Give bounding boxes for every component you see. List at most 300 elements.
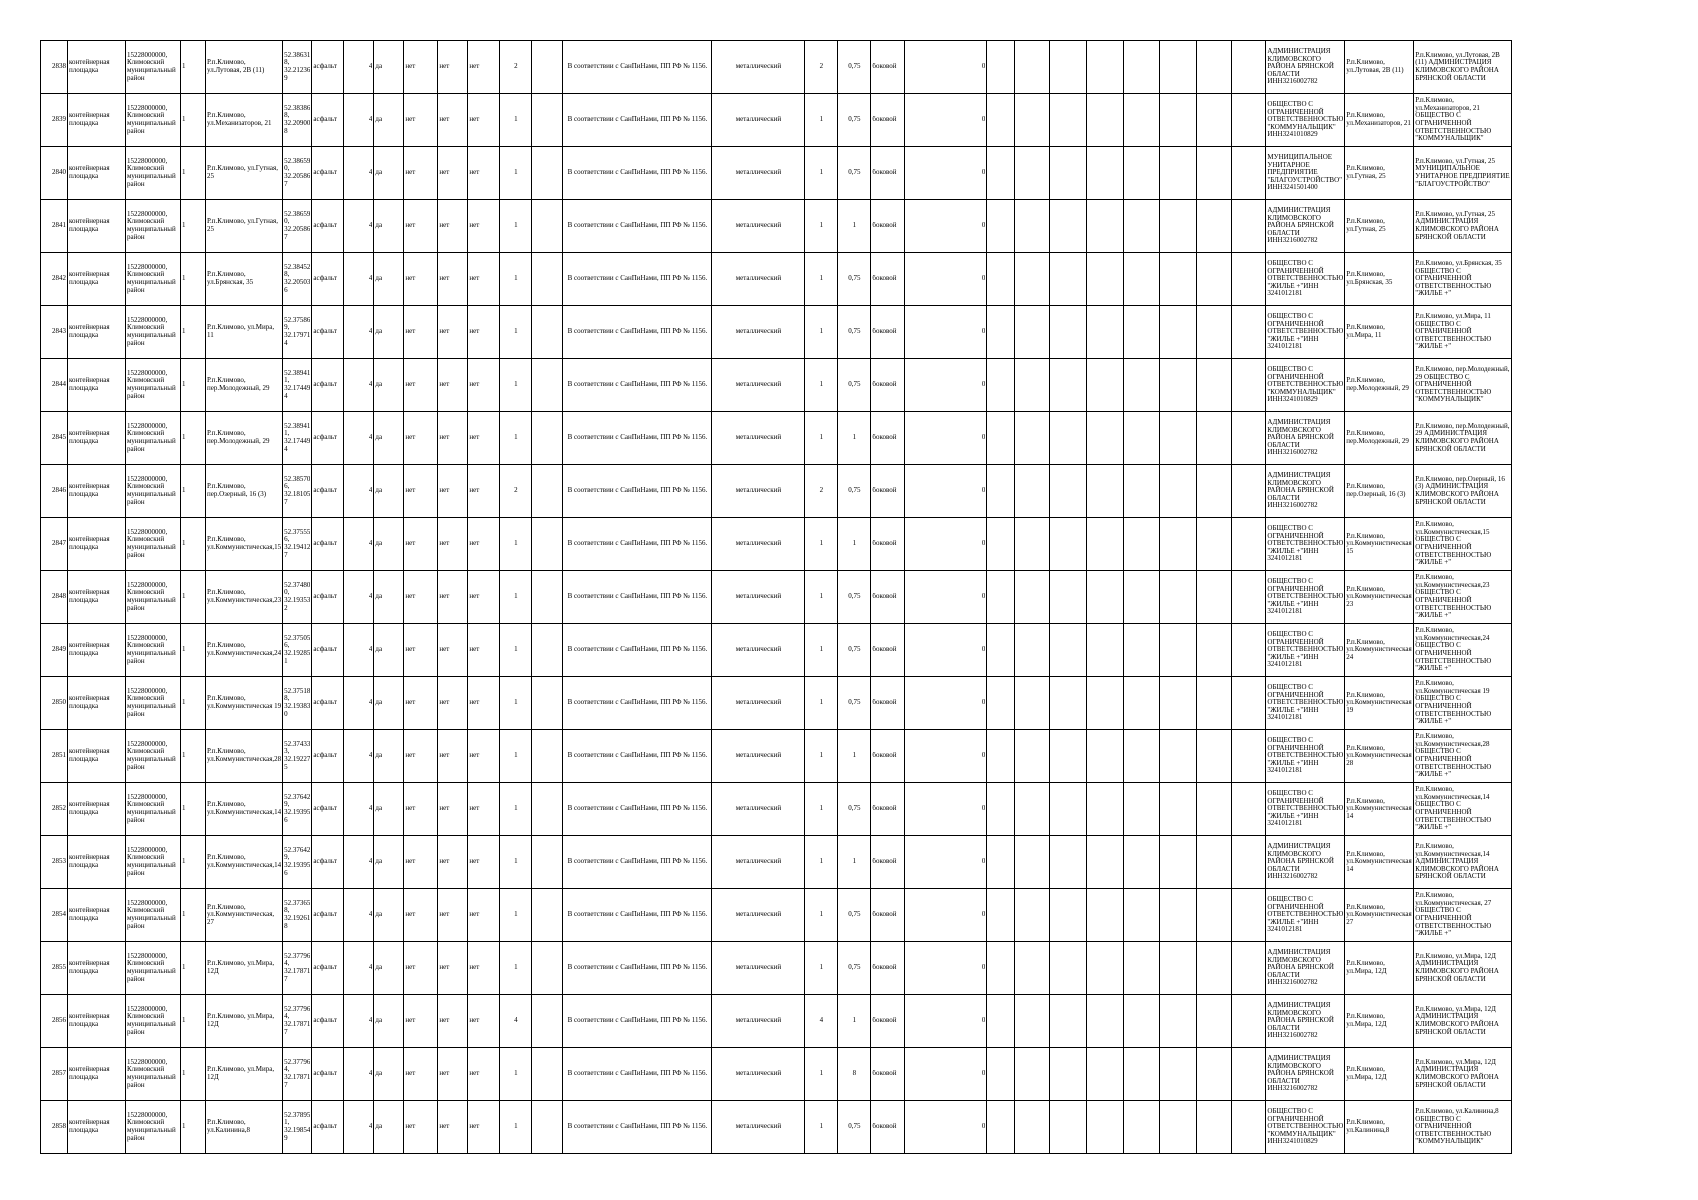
source-address-cell [1345, 94, 1414, 147]
owner-cell [1266, 571, 1345, 624]
area-cell [344, 518, 374, 571]
oktmo-cell [126, 942, 181, 995]
cell-text: 15228000000, Климовский муниципальный район [127, 952, 176, 983]
cell-text: 1 [819, 858, 824, 866]
empty-cell [1087, 253, 1124, 306]
empty-cell [987, 889, 1015, 942]
quantity-cell [805, 1048, 838, 1101]
cell-text: нет [469, 805, 480, 813]
empty-cell [1050, 147, 1087, 200]
loading-type-cell [871, 253, 905, 306]
count-cell [500, 147, 532, 200]
surface-cell [312, 41, 344, 94]
material-cell [712, 571, 805, 624]
cell-text: металлический [735, 275, 782, 283]
cell-text: 52.37518 8, 32.19383 0 [284, 687, 311, 718]
site-type-cell [68, 942, 126, 995]
cell-text: 15228000000, Климовский муниципальный район [127, 1005, 176, 1036]
cell-text: нет [405, 222, 416, 230]
empty-cell [532, 1048, 563, 1101]
empty-cell [1160, 200, 1197, 253]
cell-text: 4 [368, 540, 373, 548]
empty-cell [1197, 200, 1232, 253]
empty-cell [1087, 306, 1124, 359]
source-cell [1414, 147, 1512, 200]
surface-cell [312, 730, 344, 783]
norm-cell [563, 147, 712, 200]
empty-cell [1232, 1101, 1266, 1154]
cell-text: 0 [981, 116, 986, 124]
area-cell [344, 306, 374, 359]
separate-cell [468, 359, 500, 412]
volume-cell [838, 359, 871, 412]
address-cell [206, 518, 283, 571]
empty-cell [1160, 942, 1197, 995]
count-cell [500, 465, 532, 518]
zero-cell [905, 41, 987, 94]
cell-text: Р.п.Климово, ул.Мира, 11 [207, 324, 275, 339]
cell-text: нет [405, 381, 416, 389]
flag-cell [181, 41, 206, 94]
quantity-cell [805, 783, 838, 836]
norm-cell [563, 730, 712, 783]
owner-cell [1266, 94, 1345, 147]
cell-text: 1 [514, 964, 518, 972]
cell-text: боковой [872, 964, 897, 972]
source-address-cell [1345, 624, 1414, 677]
empty-cell [1015, 94, 1050, 147]
empty-cell [1232, 412, 1266, 465]
volume-cell [838, 253, 871, 306]
cell-text: 0 [981, 1017, 986, 1025]
flag-cell [181, 94, 206, 147]
cell-text: Р.п.Климово, ул.Коммунистическая 27 [1346, 903, 1412, 926]
source-cell [1414, 1101, 1512, 1154]
bin-cell [438, 1101, 468, 1154]
empty-cell [1197, 518, 1232, 571]
empty-cell [1124, 730, 1160, 783]
volume-cell [838, 995, 871, 1048]
cell-text: 4 [368, 116, 373, 124]
cell-text: 2847 [52, 540, 66, 548]
cell-text: нет [405, 434, 416, 442]
cell-text: В соответствии с СанПиНами, ПП РФ № 1156. [567, 434, 708, 442]
cell-text: 4 [819, 1017, 824, 1025]
zero-cell [905, 942, 987, 995]
cell-text: да [375, 1123, 383, 1131]
cell-text: 1 [182, 1123, 186, 1131]
cell-text: 1 [182, 911, 186, 919]
cell-text: Р.п.Климово, ул.Мира, 12Д [1346, 1013, 1387, 1028]
cell-text: да [375, 646, 383, 654]
cell-text: контейнерная площадка [69, 801, 110, 816]
empty-cell [1197, 1101, 1232, 1154]
cell-text: Р.п.Климово, ул.Мира, 12Д АДМИНИСТРАЦИЯ КЛИМОВСКОГО РАЙОНА БРЯНСКОЙ ОБЛАСТИ [1415, 1058, 1499, 1089]
cell-text: нет [405, 858, 416, 866]
empty-cell [1015, 200, 1050, 253]
row-number-cell [41, 465, 68, 518]
cell-text: 4 [368, 646, 373, 654]
cell-text: нет [405, 1070, 416, 1078]
table-row [41, 518, 1512, 571]
cell-text: 1 [182, 699, 186, 707]
zero-cell [905, 624, 987, 677]
address-cell [206, 412, 283, 465]
cell-text: нет [439, 222, 450, 230]
source-cell [1414, 465, 1512, 518]
cell-text: 4 [514, 1017, 518, 1025]
address-cell [206, 571, 283, 624]
oktmo-cell [126, 94, 181, 147]
cell-text: 15228000000, Климовский муниципальный район [127, 263, 176, 294]
surface-cell [312, 359, 344, 412]
empty-cell [1232, 94, 1266, 147]
cell-text: 1 [819, 805, 824, 813]
cell-text: контейнерная площадка [69, 589, 110, 604]
cell-text: Р.п.Климово, ул.Мира, 12Д [207, 960, 275, 975]
cell-text: Р.п.Климово, ул.Гутная, 25 [1346, 218, 1386, 233]
cell-text: 52.37642 9, 32.19395 6 [284, 793, 311, 824]
empty-cell [1087, 942, 1124, 995]
empty-cell [1197, 147, 1232, 200]
empty-cell [1197, 253, 1232, 306]
canopy-cell [404, 518, 438, 571]
volume-cell [838, 465, 871, 518]
cell-text: 2842 [52, 275, 66, 283]
cell-text: 2855 [52, 964, 66, 972]
cell-text: 0 [981, 593, 986, 601]
zero-cell [905, 836, 987, 889]
cell-text: 4 [368, 699, 373, 707]
owner-cell [1266, 783, 1345, 836]
cell-text: 4 [368, 328, 373, 336]
material-cell [712, 200, 805, 253]
cell-text: 4 [368, 381, 373, 389]
cell-text: 4 [368, 805, 373, 813]
cell-text: 0,75 [848, 964, 861, 972]
area-cell [344, 359, 374, 412]
cell-text: Р.п.Климово, ул.Коммунистическая 19 [1346, 691, 1412, 714]
row-number-cell [41, 41, 68, 94]
cell-text: 1 [514, 593, 518, 601]
cell-text: да [375, 434, 383, 442]
cell-text: Р.п.Климово, ул.Мира, 12Д [1346, 1066, 1387, 1081]
cell-text: боковой [872, 593, 897, 601]
cell-text: 52.38631 8, 32.21236 9 [284, 51, 311, 82]
count-cell [500, 677, 532, 730]
source-cell [1414, 518, 1512, 571]
count-cell [500, 41, 532, 94]
fence-cell [374, 995, 404, 1048]
cell-text: 2852 [52, 805, 66, 813]
cell-text: 1 [819, 116, 824, 124]
empty-cell [1015, 518, 1050, 571]
cell-text: 0 [981, 328, 986, 336]
cell-text: да [375, 540, 383, 548]
quantity-cell [805, 465, 838, 518]
zero-cell [905, 253, 987, 306]
cell-text: да [375, 222, 383, 230]
norm-cell [563, 1101, 712, 1154]
cell-text: асфальт [313, 593, 337, 601]
empty-cell [987, 306, 1015, 359]
cell-text: боковой [872, 646, 897, 654]
cell-text: нет [405, 1123, 416, 1131]
cell-text: нет [469, 1070, 480, 1078]
cell-text: 1 [514, 169, 518, 177]
area-cell [344, 1048, 374, 1101]
row-number-cell [41, 306, 68, 359]
cell-text: 0,75 [848, 911, 861, 919]
area-cell [344, 412, 374, 465]
source-address-cell [1345, 306, 1414, 359]
cell-text: 4 [368, 434, 373, 442]
bin-cell [438, 306, 468, 359]
cell-text: Р.п.Климово, ул.Гутная, 25 МУНИЦИПАЛЬНОЕ УНИТАРНОЕ ПРЕДПРИЯТИЕ "БЛАГОУСТРОЙСТВО" [1415, 157, 1510, 188]
cell-text: контейнерная площадка [69, 854, 110, 869]
cell-text: Р.п.Климово, пер.Озерный, 16 (3) [1346, 483, 1406, 498]
table-row [41, 677, 1512, 730]
cell-text: 1 [514, 540, 518, 548]
empty-cell [987, 1101, 1015, 1154]
source-cell [1414, 624, 1512, 677]
cell-text: 1 [819, 752, 824, 760]
cell-text: нет [405, 63, 416, 71]
cell-text: асфальт [313, 116, 337, 124]
flag-cell [181, 253, 206, 306]
cell-text: 2 [514, 63, 518, 71]
source-address-cell [1345, 465, 1414, 518]
cell-text: 0 [981, 381, 986, 389]
empty-cell [1160, 995, 1197, 1048]
oktmo-cell [126, 783, 181, 836]
quantity-cell [805, 359, 838, 412]
cell-text: нет [469, 222, 480, 230]
empty-cell [1124, 836, 1160, 889]
coordinates-cell [283, 942, 312, 995]
flag-cell [181, 571, 206, 624]
source-address-cell [1345, 147, 1414, 200]
empty-cell [1015, 306, 1050, 359]
fence-cell [374, 1101, 404, 1154]
bin-cell [438, 783, 468, 836]
area-cell [344, 200, 374, 253]
separate-cell [468, 41, 500, 94]
fence-cell [374, 412, 404, 465]
empty-cell [532, 306, 563, 359]
cell-text: да [375, 593, 383, 601]
cell-text: 1 [182, 116, 186, 124]
cell-text: 52.38570 6, 32.18105 7 [284, 475, 311, 506]
site-type-cell [68, 518, 126, 571]
cell-text: 52.37480 0, 32.19353 2 [284, 581, 311, 612]
area-cell [344, 730, 374, 783]
empty-cell [1197, 624, 1232, 677]
owner-cell [1266, 41, 1345, 94]
separate-cell [468, 306, 500, 359]
cell-text: Р.п.Климово, ул.Гутная, 25 АДМИНИСТРАЦИЯ КЛИМОВСКОГО РАЙОНА БРЯНСКОЙ ОБЛАСТИ [1415, 210, 1499, 241]
cell-text: металлический [735, 752, 782, 760]
address-cell [206, 836, 283, 889]
cell-text: 1 [182, 1017, 186, 1025]
cell-text: 1 [182, 540, 186, 548]
cell-text: Р.п.Климово, ул.Коммунистическая,14 ОБЩЕСТВО С ОГРАНИЧЕННОЙ ОТВЕТСТВЕННОСТЬЮ "ЖИЛЬЕ +" [1415, 786, 1492, 832]
site-type-cell [68, 200, 126, 253]
cell-text: боковой [872, 381, 897, 389]
volume-cell [838, 200, 871, 253]
cell-text: асфальт [313, 699, 337, 707]
cell-text: металлический [735, 1123, 782, 1131]
canopy-cell [404, 995, 438, 1048]
material-cell [712, 995, 805, 1048]
empty-cell [1232, 836, 1266, 889]
empty-cell [1087, 1048, 1124, 1101]
fence-cell [374, 94, 404, 147]
material-cell [712, 942, 805, 995]
count-cell [500, 412, 532, 465]
cell-text: Р.п.Климово, ул.Коммунистическая,28 ОБЩЕСТВО С ОГРАНИЧЕННОЙ ОТВЕТСТВЕННОСТЬЮ "ЖИЛЬЕ +" [1415, 733, 1492, 779]
cell-text: нет [469, 1017, 480, 1025]
cell-text: 0 [981, 63, 986, 71]
oktmo-cell [126, 836, 181, 889]
cell-text: ОБЩЕСТВО С ОГРАНИЧЕННОЙ ОТВЕТСТВЕННОСТЬЮ "КОММУНАЛЬЩИК" ИНН3241010829 [1267, 1108, 1344, 1146]
site-type-cell [68, 465, 126, 518]
cell-text: 1 [819, 911, 824, 919]
volume-cell [838, 942, 871, 995]
oktmo-cell [126, 41, 181, 94]
registry-table [40, 40, 1512, 1154]
empty-cell [987, 836, 1015, 889]
cell-text: боковой [872, 1070, 897, 1078]
cell-text: В соответствии с СанПиНами, ПП РФ № 1156. [567, 964, 708, 972]
loading-type-cell [871, 730, 905, 783]
table-row [41, 41, 1512, 94]
cell-text: ОБЩЕСТВО С ОГРАНИЧЕННОЙ ОТВЕТСТВЕННОСТЬЮ "ЖИЛЬЕ +"ИНН 3241012181 [1267, 896, 1344, 934]
cell-text: нет [469, 116, 480, 124]
surface-cell [312, 306, 344, 359]
surface-cell [312, 412, 344, 465]
cell-text: Р.п.Климово, ул.Мира, 11 ОБЩЕСТВО С ОГРАНИЧЕННОЙ ОТВЕТСТВЕННОСТЬЮ "ЖИЛЬЕ +" [1415, 313, 1492, 351]
cell-text: Р.п.Климово, ул.Коммунистическая,23 [207, 589, 282, 604]
area-cell [344, 571, 374, 624]
empty-cell [1197, 942, 1232, 995]
cell-text: В соответствии с СанПиНами, ПП РФ № 1156. [567, 275, 708, 283]
cell-text: В соответствии с СанПиНами, ПП РФ № 1156. [567, 805, 708, 813]
cell-text: контейнерная площадка [69, 1066, 110, 1081]
separate-cell [468, 465, 500, 518]
source-address-cell [1345, 518, 1414, 571]
address-cell [206, 359, 283, 412]
loading-type-cell [871, 836, 905, 889]
empty-cell [1050, 995, 1087, 1048]
flag-cell [181, 942, 206, 995]
count-cell [500, 200, 532, 253]
cell-text: контейнерная площадка [69, 218, 110, 233]
cell-text: В соответствии с СанПиНами, ПП РФ № 1156. [567, 752, 708, 760]
empty-cell [987, 571, 1015, 624]
coordinates-cell [283, 1101, 312, 1154]
empty-cell [1160, 1048, 1197, 1101]
count-cell [500, 253, 532, 306]
source-address-cell [1345, 359, 1414, 412]
cell-text: нет [439, 964, 450, 972]
oktmo-cell [126, 1048, 181, 1101]
empty-cell [1232, 624, 1266, 677]
cell-text: 1 [182, 169, 186, 177]
empty-cell [1197, 730, 1232, 783]
area-cell [344, 147, 374, 200]
cell-text: нет [439, 116, 450, 124]
site-type-cell [68, 836, 126, 889]
norm-cell [563, 995, 712, 1048]
cell-text: 1 [514, 381, 518, 389]
cell-text: 1 [819, 964, 824, 972]
cell-text: АДМИНИСТРАЦИЯ КЛИМОВСКОГО РАЙОНА БРЯНСКОЙ ОБЛАСТИ ИНН3216002782 [1267, 472, 1334, 510]
source-address-cell [1345, 571, 1414, 624]
empty-cell [1087, 359, 1124, 412]
cell-text: Р.п.Климово, пер.Молодежный, 29 АДМИНИСТРАЦИЯ КЛИМОВСКОГО РАЙОНА БРЯНСКОЙ ОБЛАСТИ [1415, 422, 1510, 453]
cell-text: металлический [735, 805, 782, 813]
cell-text: контейнерная площадка [69, 536, 110, 551]
quantity-cell [805, 571, 838, 624]
zero-cell [905, 94, 987, 147]
cell-text: Р.п.Климово, ул.Коммунистическая 28 [1346, 744, 1412, 767]
norm-cell [563, 253, 712, 306]
cell-text: 1 [819, 540, 824, 548]
cell-text: асфальт [313, 328, 337, 336]
cell-text: нет [469, 381, 480, 389]
empty-cell [1197, 836, 1232, 889]
cell-text: 15228000000, Климовский муниципальный район [127, 581, 176, 612]
cell-text: Р.п.Климово, пер.Молодежный, 29 [207, 430, 270, 445]
empty-cell [1015, 624, 1050, 677]
cell-text: 1 [819, 328, 824, 336]
cell-text: 0 [981, 169, 986, 177]
cell-text: асфальт [313, 275, 337, 283]
fence-cell [374, 677, 404, 730]
source-cell [1414, 677, 1512, 730]
separate-cell [468, 1101, 500, 1154]
volume-cell [838, 1101, 871, 1154]
cell-text: нет [439, 1017, 450, 1025]
cell-text: 1 [182, 434, 186, 442]
cell-text: 52.37796 4, 32.17871 7 [284, 952, 311, 983]
volume-cell [838, 1048, 871, 1101]
cell-text: нет [439, 169, 450, 177]
empty-cell [987, 624, 1015, 677]
zero-cell [905, 995, 987, 1048]
loading-type-cell [871, 465, 905, 518]
coordinates-cell [283, 200, 312, 253]
surface-cell [312, 94, 344, 147]
empty-cell [1124, 783, 1160, 836]
cell-text: асфальт [313, 646, 337, 654]
oktmo-cell [126, 730, 181, 783]
bin-cell [438, 94, 468, 147]
cell-text: 1 [819, 222, 824, 230]
cell-text: нет [469, 328, 480, 336]
row-number-cell [41, 836, 68, 889]
cell-text: 1 [819, 699, 824, 707]
cell-text: 0,75 [848, 699, 861, 707]
cell-text: нет [439, 858, 450, 866]
empty-cell [987, 359, 1015, 412]
count-cell [500, 783, 532, 836]
cell-text: нет [405, 1017, 416, 1025]
site-type-cell [68, 412, 126, 465]
cell-text: боковой [872, 222, 897, 230]
cell-text: металлический [735, 858, 782, 866]
